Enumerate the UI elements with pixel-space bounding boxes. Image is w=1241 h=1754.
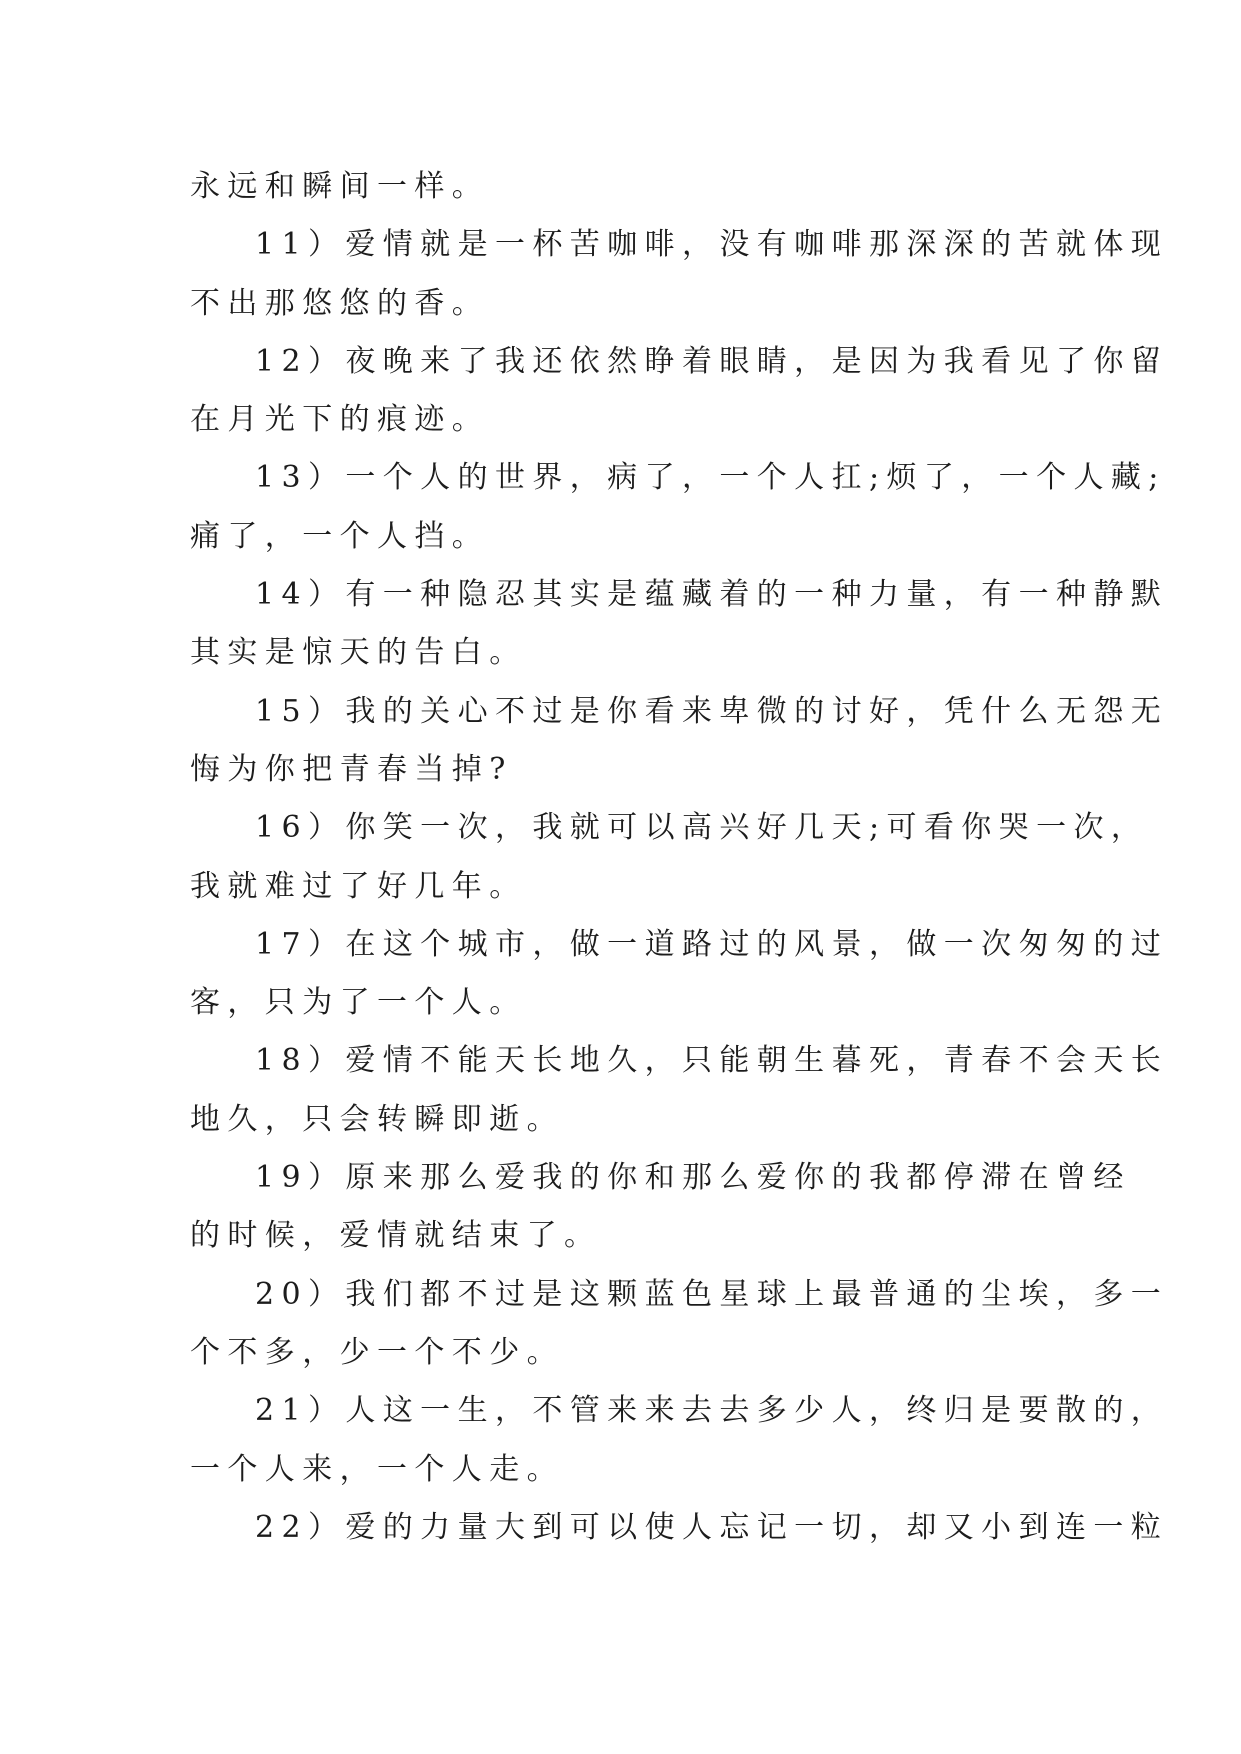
text-line: 个不多，少一个不少。 — [190, 1334, 564, 1370]
text-line: 不出那悠悠的香。 — [190, 285, 490, 321]
text-line: 13）一个人的世界，病了，一个人扛;烦了，一个人藏; — [255, 460, 1166, 496]
text-line: 在月光下的痕迹。 — [190, 402, 490, 438]
document-body — [190, 158, 1169, 1557]
text-line: 我就难过了好几年。 — [190, 868, 527, 904]
text-line: 15）我的关心不过是你看来卑微的讨好，凭什么无怨无 — [255, 693, 1169, 729]
text-line: 16）你笑一次，我就可以高兴好几天;可看你哭一次， — [255, 810, 1149, 846]
text-line: 其实是惊天的告白。 — [190, 635, 527, 671]
text-line: 17）在这个城市，做一道路过的风景，做一次匆匆的过 — [255, 926, 1169, 962]
text-line: 悔为你把青春当掉? — [190, 751, 513, 787]
text-line: 18）爱情不能天长地久，只能朝生暮死，青春不会天长 — [255, 1043, 1169, 1079]
text-line: 21）人这一生，不管来来去去多少人，终归是要散的， — [255, 1393, 1169, 1429]
text-line: 客，只为了一个人。 — [190, 985, 527, 1021]
text-line: 痛了，一个人挡。 — [190, 518, 490, 554]
text-line: 一个人来，一个人走。 — [190, 1451, 564, 1487]
text-line: 19）原来那么爱我的你和那么爱你的我都停滞在曾经 — [255, 1160, 1131, 1196]
text-line: 12）夜晚来了我还依然睁着眼睛，是因为我看见了你留 — [255, 343, 1169, 379]
text-line: 的时候，爱情就结束了。 — [190, 1218, 602, 1254]
text-line: 永远和瞬间一样。 — [190, 169, 490, 204]
text-line: 20）我们都不过是这颗蓝色星球上最普通的尘埃，多一 — [255, 1276, 1169, 1312]
text-line: 地久，只会转瞬即逝。 — [190, 1101, 564, 1137]
text-line: 14）有一种隐忍其实是蕴藏着的一种力量，有一种静默 — [255, 577, 1169, 613]
text-line: 11）爱情就是一杯苦咖啡，没有咖啡那深深的苦就体现 — [255, 227, 1169, 263]
text-line: 22）爱的力量大到可以使人忘记一切，却又小到连一粒 — [255, 1509, 1169, 1545]
